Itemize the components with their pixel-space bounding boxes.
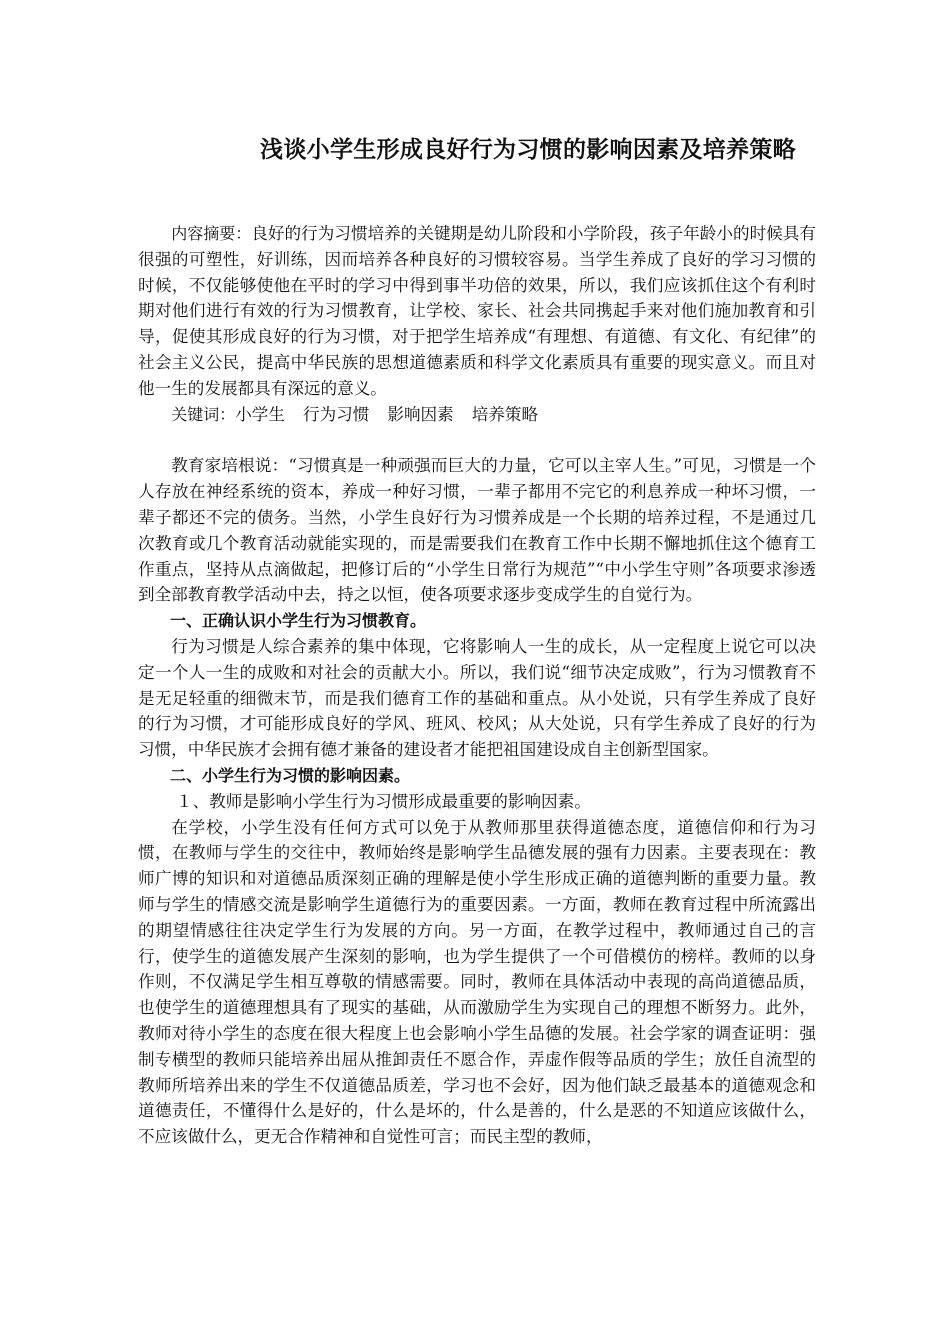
document-title: 浅谈小学生形成良好行为习惯的影响因素及培养策略 — [260, 137, 796, 163]
keyword-item: 行为习惯 — [302, 404, 370, 424]
section-1-paragraph: 行为习惯是人综合素养的集中体现，它将影响人一生的成长，从一定程度上说它可以决定一个人一生的成败和对社会的贡献大小。所以，我们说“细节决定成败”，行为习惯教育不是无足轻重的细微末节，而是我们德育工作的基础和重点。从小处说，只有学生养成了良好的行为习惯，才可能形成良好的学风、班风、校风；从大处说，只有学生养成了良好的行为习惯，中华民族才会拥有德才兼备的建设者才能把祖国建设成自主创新型国家。 — [138, 636, 816, 760]
keywords-label: 关键词： — [171, 404, 236, 424]
section-2-subheading-1: １、教师是影响小学生行为习惯形成最重要的影响因素。 — [176, 791, 591, 811]
section-2-paragraph: 在学校，小学生没有任何方式可以免于从教师那里获得道德态度，道德信仰和行为习惯，在教师与学生的交往中，教师始终是影响学生品德发展的强有力因素。主要表现在：教师广博的知识和对道德品质深刻正确的理解是使小学生形成正确的道德判断的重要力量。教师与学生的情感交流是影响学生道德行为的重要因素。一方面，教师在教育过程中所流露出的期望情感往往决定学生行为发展的方向。另一方面，在教学过程中，教师通过自己的言行，使学生的道德发展产生深刻的影响，也为学生提供了一个可借模仿的榜样。教师的以身作则，不仅满足学生相互尊敬的情感需要。同时，教师在具体活动中表现的高尚道德品质，也使学生的道德理想具有了现实的基础，从而激励学生为实现自己的理想不断努力。此外，教师对待小学生的态度在很大程度上也会影响小学生品德的发展。社会学家的调查证明：强制专横型的教师只能培养出屈从推卸责任不愿合作，弄虚作假等品质的学生；放任自流型的教师所培养出来的学生不仅道德品质差，学习也不会好，因为他们缺乏最基本的道德观念和道德责任，不懂得什么是好的，什么是坏的，什么是善的，什么是恶的不知道应该做什么，不应该做什么，更无合作精神和自觉性可言；而民主型的教师， — [138, 817, 816, 1147]
abstract-label: 内容摘要： — [171, 224, 252, 243]
document-body — [138, 221, 816, 1150]
keyword-item: 影响因素 — [387, 404, 454, 424]
keyword-item: 培养策略 — [471, 404, 539, 424]
section-1-heading: 一、正确认识小学生行为习惯教育。 — [170, 611, 427, 631]
keyword-item: 小学生 — [235, 404, 285, 424]
keywords-line — [138, 402, 816, 428]
abstract-text: 良好的行为习惯培养的关键期是幼儿阶段和小学阶段，孩子年龄小的时候具有很强的可塑性，好训练，因而培养各种良好的习惯较容易。当学生养成了良好的学习习惯的时候，不仅能够使他在平时的学习中得到事半功倍的效果，所以，我们应该抓住这个有利时期对他们进行有效的行为习惯教育，让学校、家长、社会共同携起手来对他们施加教育和引导，促使其形成良好的行为习惯，对于把学生培养成“有理想、有道德、有文化、有纪律”的社会主义公民，提高中华民族的思想道德素质和科学文化素质具有重要的现实意义。而且对他一生的发展都具有深远的意义。 — [138, 224, 816, 398]
section-2-heading: 二、小学生行为习惯的影响因素。 — [170, 765, 411, 785]
intro-paragraph: 教育家培根说：“习惯真是一种顽强而巨大的力量，它可以主宰人生。”可见，习惯是一个人存放在神经系统的资本，养成一种好习惯，一辈子都用不完它的利息养成一种坏习惯，一辈子都还不完的债务。当然，小学生良好行为习惯养成是一个长期的培养过程，不是通过几次教育或几个教育活动就能实现的，而是需要我们在教育工作中长期不懈地抓住这个德育工作重点，坚持从点滴做起，把修订后的“小学生日常行为规范”“中小学生守则”各项要求渗透到全部教育教学活动中去，持之以恒，使各项要求逐步变成学生的自觉行为。 — [138, 456, 816, 605]
abstract-paragraph — [138, 221, 816, 402]
